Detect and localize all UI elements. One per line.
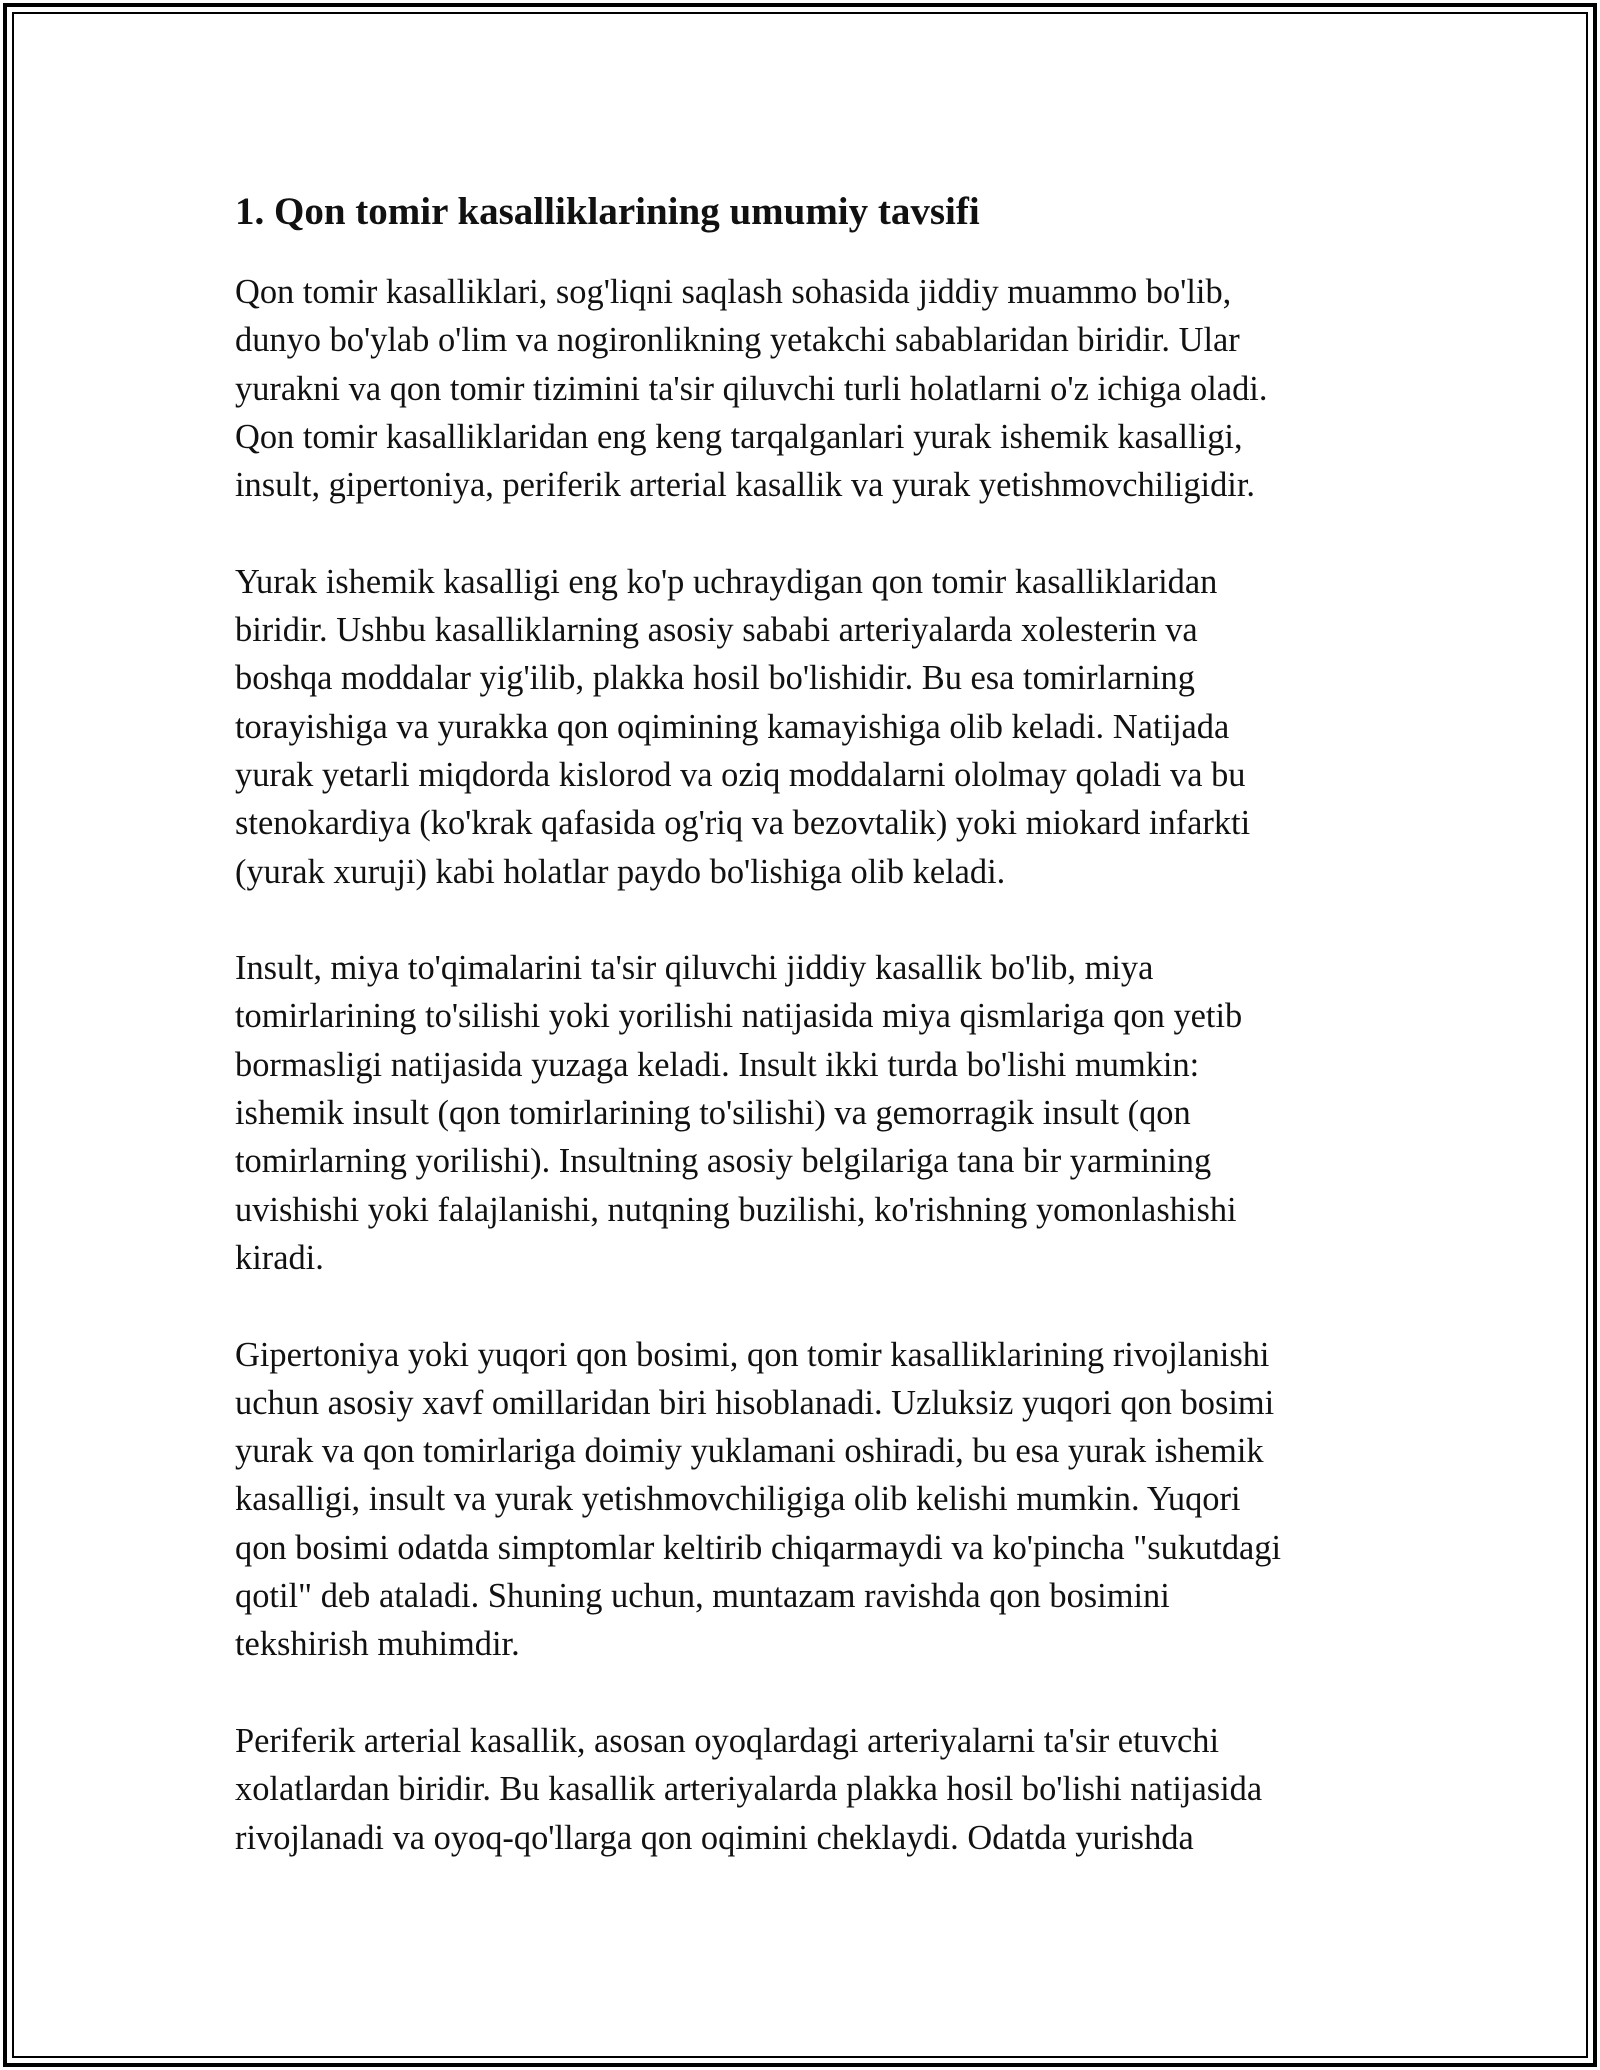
text-line: Periferik arterial kasallik, asosan oyoqlardagi arteriyalarni ta'sir etuvchi — [235, 1721, 1220, 1760]
text-line: xolatlardan biridir. Bu kasallik arteriyalarda plakka hosil bo'lishi natijasida — [235, 1770, 1263, 1809]
paragraph-stroke — [235, 944, 1365, 1282]
text-line: kiradi. — [235, 1238, 324, 1277]
text-line: yurakni va qon tomir tizimini ta'sir qiluvchi turli holatlarni o'z ichiga oladi. — [235, 369, 1268, 408]
text-line: tekshirish muhimdir. — [235, 1625, 520, 1664]
text-line: stenokardiya (ko'krak qafasida og'riq va bezovtalik) yoki miokard infarkti — [235, 804, 1251, 843]
text-line: tomirlarining to'silishi yoki yorilishi natijasida miya qismlariga qon yetib — [235, 997, 1243, 1036]
text-line: uvishishi yoki falajlanishi, nutqning buzilishi, ko'rishning yomonlashishi — [235, 1190, 1237, 1229]
text-line: torayishiga va yurakka qon oqimining kamayishiga olib keladi. Natijada — [235, 707, 1230, 746]
text-line: tomirlarning yorilishi). Insultning asosiy belgilariga tana bir yarmining — [235, 1142, 1212, 1181]
text-line: uchun asosiy xavf omillaridan biri hisoblanadi. Uzluksiz yuqori qon bosimi — [235, 1383, 1275, 1422]
text-line: Gipertoniya yoki yuqori qon bosimi, qon tomir kasalliklarining rivojlanishi — [235, 1335, 1270, 1374]
text-line: biridir. Ushbu kasalliklarning asosiy sababi arteriyalarda xolesterin va — [235, 611, 1198, 650]
text-line: qon bosimi odatda simptomlar keltirib chiqarmaydi va ko'pincha "sukutdagi — [235, 1528, 1282, 1567]
text-line: yurak va qon tomirlariga doimiy yuklamani oshiradi, bu esa yurak ishemik — [235, 1432, 1264, 1471]
text-line: Qon tomir kasalliklari, sog'liqni saqlash sohasida jiddiy muammo bo'lib, — [235, 273, 1232, 311]
paragraph-ischemic-heart-disease — [235, 558, 1365, 896]
document-body — [235, 186, 1365, 1910]
text-line: rivojlanadi va oyoq-qo'llarga qon oqimini cheklaydi. Odatda yurishda — [235, 1818, 1194, 1857]
text-line: Yurak ishemik kasalligi eng ko'p uchraydigan qon tomir kasalliklaridan — [235, 562, 1218, 601]
paragraph-overview — [235, 268, 1365, 509]
text-line: Qon tomir kasalliklaridan eng keng tarqalganlari yurak ishemik kasalligi, — [235, 417, 1243, 456]
text-line: insult, gipertoniya, periferik arterial kasallik va yurak yetishmovchiligidir. — [235, 466, 1255, 505]
text-line: (yurak xuruji) kabi holatlar paydo bo'lishiga olib keladi. — [235, 852, 1006, 891]
paragraph-hypertension — [235, 1331, 1365, 1669]
section-title: 1. Qon tomir kasalliklarining umumiy tavsifi — [235, 190, 980, 233]
text-line: bormasligi natijasida yuzaga keladi. Insult ikki turda bo'lishi mumkin: — [235, 1045, 1200, 1084]
text-line: boshqa moddalar yig'ilib, plakka hosil bo'lishidir. Bu esa tomirlarning — [235, 659, 1195, 698]
text-line: yurak yetarli miqdorda kislorod va oziq moddalarni ololmay qoladi va bu — [235, 755, 1246, 794]
text-line: Insult, miya to'qimalarini ta'sir qiluvchi jiddiy kasallik bo'lib, miya — [235, 949, 1154, 988]
text-line: ishemik insult (qon tomirlarining to'silishi) va gemorragik insult (qon — [235, 1094, 1191, 1133]
text-line: dunyo bo'ylab o'lim va nogironlikning yetakchi sabablaridan biridir. Ular — [235, 321, 1240, 360]
text-line: qotil" deb ataladi. Shuning uchun, muntazam ravishda qon bosimini — [235, 1577, 1170, 1616]
text-line: kasalligi, insult va yurak yetishmovchiligiga olib kelishi mumkin. Yuqori — [235, 1480, 1241, 1519]
paragraph-peripheral-arterial-disease — [235, 1717, 1365, 1862]
